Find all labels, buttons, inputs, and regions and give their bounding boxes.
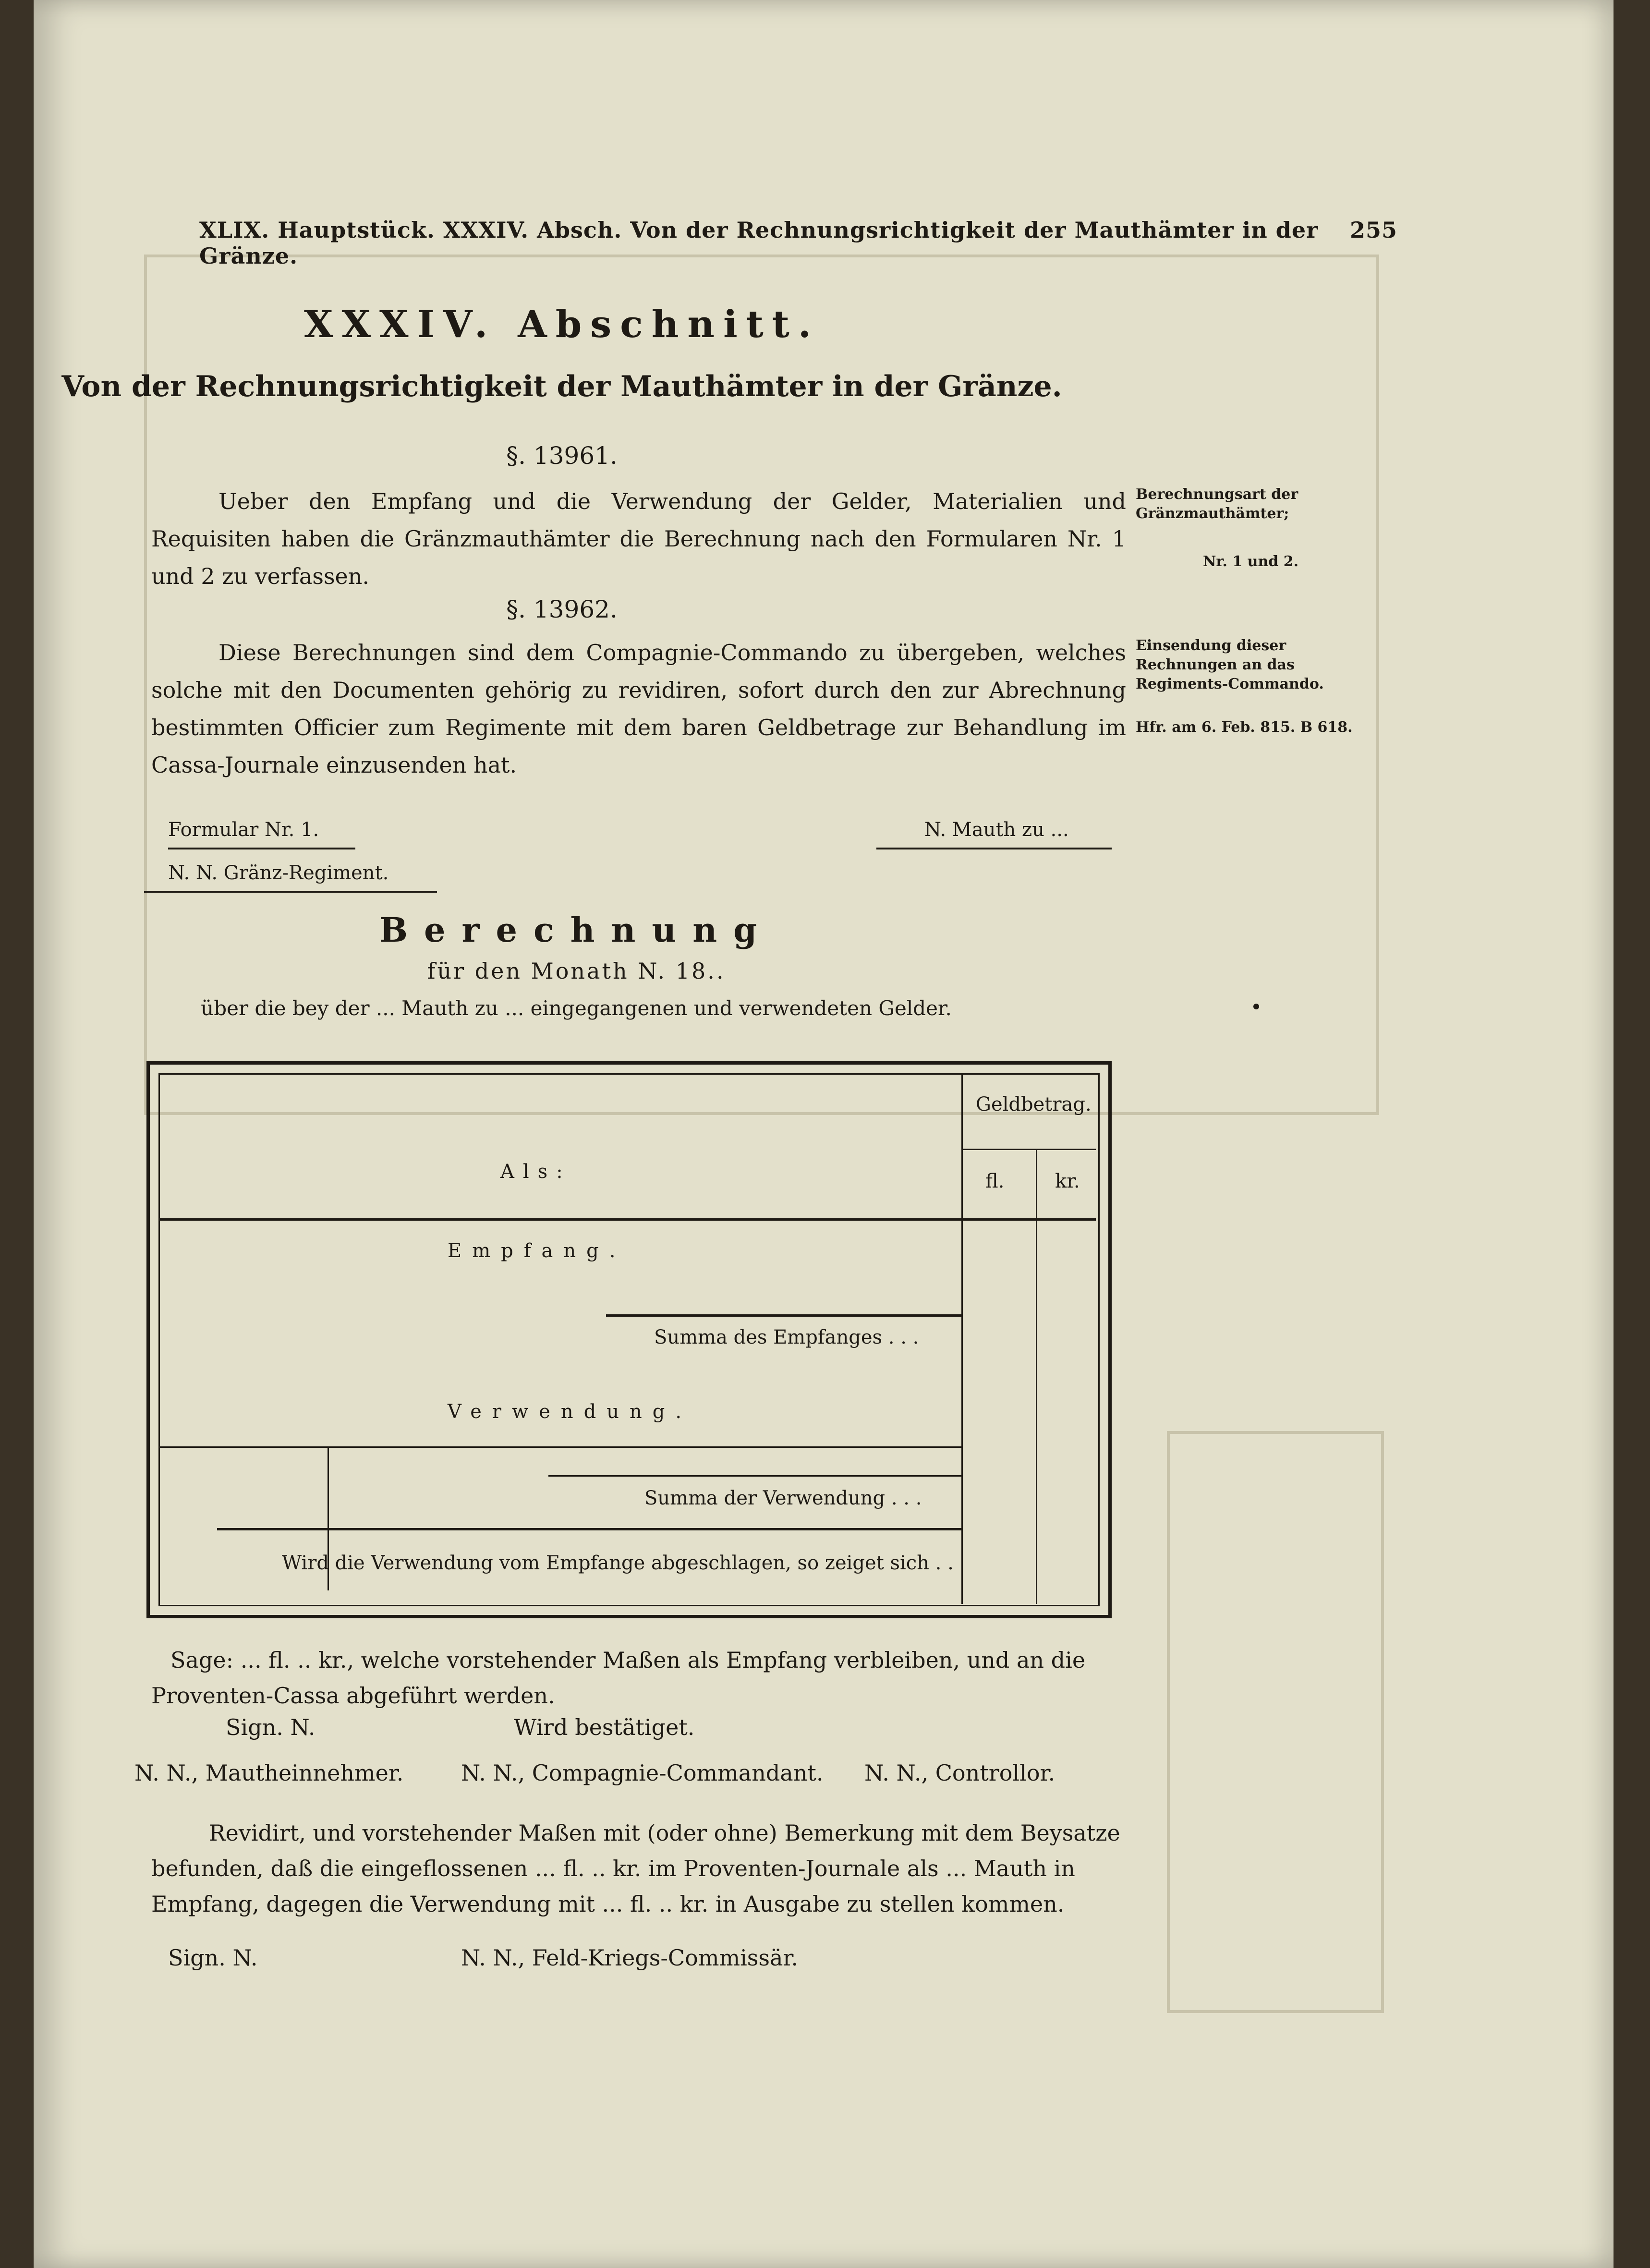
signature-compagnie-commandant: N. N., Compagnie-Commandant. bbox=[461, 1760, 824, 1786]
regiment-rule bbox=[144, 891, 437, 893]
margin-note-2b: Hfr. am 6. Feb. 815. B 618. bbox=[1136, 719, 1353, 736]
section-heading: XXXIV. Abschnitt. bbox=[304, 303, 820, 346]
wird-bestaetiget: Wird bestätiget. bbox=[514, 1714, 695, 1740]
account-table bbox=[146, 1061, 1112, 1618]
running-title: XLIX. Hauptstück. XXXIV. Absch. Von der Rechnungsrichtigkeit der Mauthämter in der Gränze. bbox=[199, 217, 1319, 269]
summa-empfang-rule bbox=[606, 1314, 961, 1317]
col-kr: kr. bbox=[1055, 1170, 1080, 1192]
row-verwendung: Verwendung. bbox=[448, 1401, 692, 1423]
sign-n-2: Sign. N. bbox=[168, 1945, 258, 1971]
row-result: Wird die Verwendung vom Empfange abgeschlagen, so zeiget sich . . bbox=[282, 1552, 954, 1574]
sage-text: Sage: ... fl. .. kr., welche vorstehender Maßen als Empfang verbleiben, und an die Proventen-Cassa abgeführt werden. bbox=[151, 1647, 1086, 1709]
revidirt-text: Revidirt, und vorstehender Maßen mit (oder ohne) Bemerkung mit dem Beysatze befunden, daß die eingeflossenen ... fl. .. kr. im Proventen-Journale als ... Mauth in Empfang, dagegen die Verwendung mit ... fl. .. kr. in Ausgabe zu stellen kommen. bbox=[151, 1820, 1120, 1917]
col-divider-amount bbox=[961, 1073, 963, 1604]
mauth-label: N. Mauth zu ... bbox=[924, 819, 1069, 841]
document-page bbox=[34, 0, 1614, 2268]
running-header bbox=[199, 217, 1397, 269]
margin-note-1: Berechnungsart der Gränzmauthämter; bbox=[1136, 486, 1298, 522]
paragraph-number-2: §. 13962. bbox=[506, 595, 618, 623]
signature-controllor: N. N., Controllor. bbox=[864, 1760, 1056, 1786]
col-geldbetrag: Geldbetrag. bbox=[976, 1093, 1092, 1116]
form-description: über die bey der ... Mauth zu ... eingegangenen und verwendeten Gelder. bbox=[201, 996, 952, 1020]
row-summa-empfang: Summa des Empfanges . . . bbox=[654, 1326, 919, 1348]
table-inner-frame bbox=[158, 1073, 1100, 1606]
col-fl: fl. bbox=[985, 1170, 1005, 1192]
header-rule bbox=[158, 1218, 1096, 1221]
col-als: Als: bbox=[500, 1161, 571, 1183]
regiment-label: N. N. Gränz-Regiment. bbox=[168, 862, 389, 884]
col-divider-fl-kr bbox=[1036, 1149, 1037, 1604]
page-edge-mark bbox=[1253, 1004, 1259, 1009]
form-title: Berechnung bbox=[379, 910, 774, 950]
row-summa-verwendung: Summa der Verwendung . . . bbox=[644, 1487, 922, 1509]
signature-feld-kriegs-commissaer: N. N., Feld-Kriegs-Commissär. bbox=[461, 1945, 798, 1971]
verwendung-rule bbox=[158, 1446, 961, 1448]
show-through-frame-2 bbox=[1167, 1431, 1384, 2013]
header-sub-rule bbox=[961, 1149, 1096, 1150]
margin-note-1b: Nr. 1 und 2. bbox=[1203, 553, 1299, 570]
paragraph-number-1: §. 13961. bbox=[506, 442, 618, 470]
result-rule bbox=[217, 1528, 961, 1530]
margin-note-2: Einsendung dieser Rechnungen an das Regiments-Commando. bbox=[1136, 637, 1324, 692]
mauth-label-rule bbox=[876, 848, 1112, 849]
row-empfang: Empfang. bbox=[448, 1240, 626, 1262]
page-number: 255 bbox=[1349, 217, 1397, 243]
summa-verwendung-rule bbox=[548, 1475, 961, 1477]
signature-mautheinnehmer: N. N., Mautheinnehmer. bbox=[134, 1760, 404, 1786]
form-label-rule bbox=[168, 848, 355, 849]
sign-n: Sign. N. bbox=[226, 1714, 315, 1740]
form-label: Formular Nr. 1. bbox=[168, 819, 319, 841]
section-subheading: Von der Rechnungsrichtigkeit der Mauthämter in der Gränze. bbox=[61, 370, 1062, 403]
paragraph-text-2: Diese Berechnungen sind dem Compagnie-Commando zu übergeben, welches solche mit den Documenten gehörig zu revidiren, sofort durch den zur Abrechnung bestimmten Officier zum Regimente mit dem baren Geldbetrage zur Behandlung im Cassa-Journale einzusenden hat. bbox=[151, 640, 1126, 778]
form-subtitle: für den Monath N. 18.. bbox=[427, 958, 726, 984]
paragraph-text-1: Ueber den Empfang und die Verwendung der Gelder, Materialien und Requisiten haben die Gränzmauthämter die Berechnung nach den Formularen Nr. 1 und 2 zu verfassen. bbox=[151, 488, 1126, 589]
